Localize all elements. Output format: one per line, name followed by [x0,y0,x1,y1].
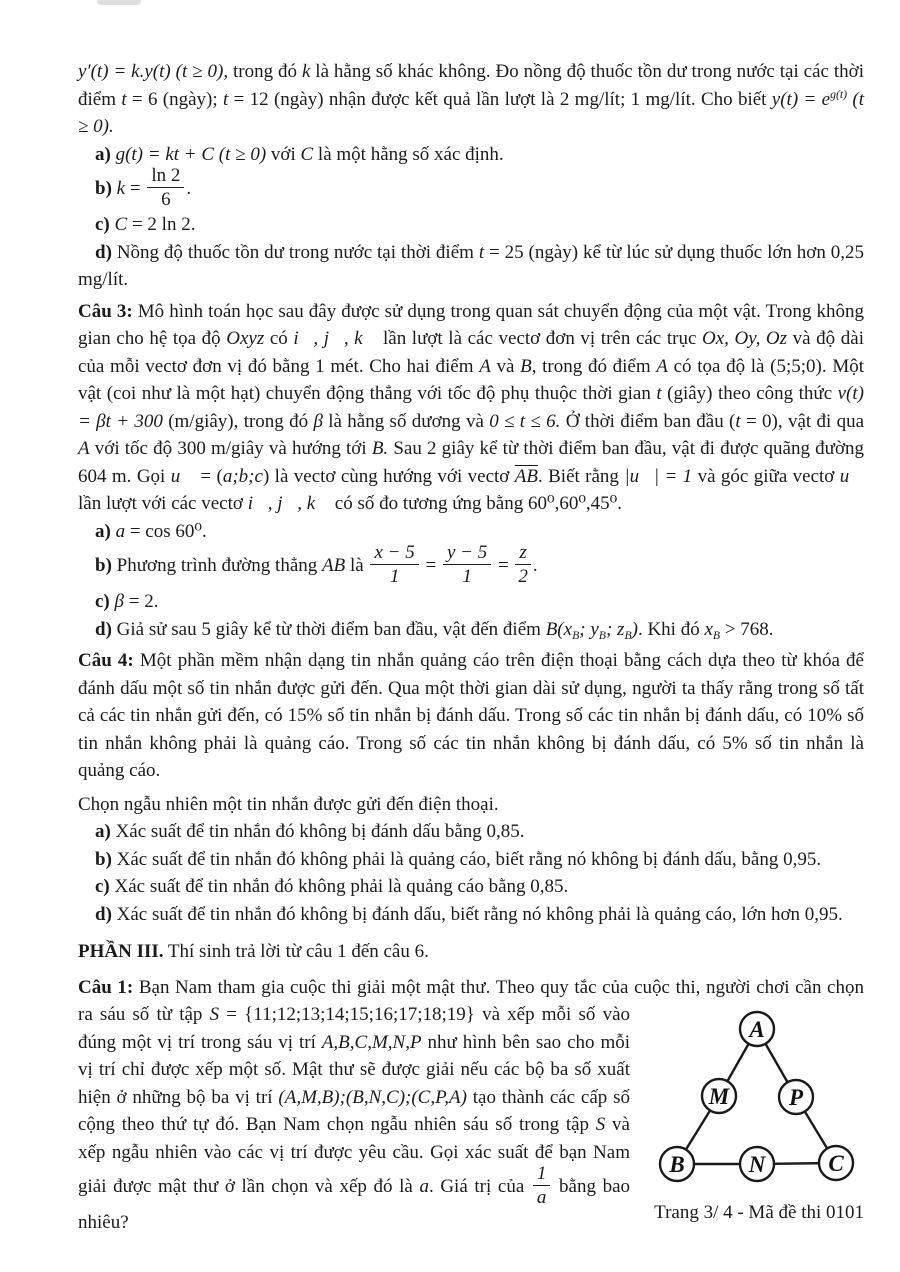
svg-text:A: A [749,1017,765,1042]
scan-artifact-mark [97,0,141,5]
cipher-positions-diagram [642,1003,864,1199]
exam-content [78,58,864,1237]
triangle-graph-icon [642,1003,864,1199]
svg-text:C: C [828,1151,844,1176]
q4-option-b: b) Xác suất để tin nhắn đó không phải là quảng cáo, biết rằng nó không bị đánh dấu, bằng 0,95. [95,848,822,870]
svg-text:N: N [748,1152,766,1177]
svg-text:M: M [708,1084,730,1109]
q4-choose-line: Chọn ngẫu nhiên một tin nhắn được gửi đến điện thoại. [78,793,499,815]
q4-option-d: d) Xác suất để tin nhắn đó không bị đánh dấu, biết rằng nó không phải là quảng cáo, lớn hơn 0,95. [95,903,843,925]
q4-paragraph: Câu 4: Một phần mềm nhận dạng tin nhắn quảng cáo trên điện thoại bằng cách dựa theo từ khóa để đánh dấu một số tin nhắn được gửi đến. Qua một thời gian dài sử dụng, người ta thấy rằng trong số tất cả các tin nhắn gửi đến, có 15% số tin nhắn bị đánh dấu. Trong số các tin nhắn bị đánh dấu, có 10% số tin nhắn không phải là quảng cáo. Trong số các tin nhắn không bị đánh dấu, có 5% số tin nhắn là quảng cáo. [78,650,864,781]
q2-option-c: c) C = 2 ln 2. [95,214,196,235]
q3-option-c: c) β = 2. [95,591,159,612]
q3-option-b: b) Phương trình đường thẳng AB là $\frac{x - 5}{1}$ = $\frac{y - 5}{1}$ = $\frac{z}{2}$ . [95,542,538,587]
q1-rest-paragraph: ra sáu số từ tập S = {11;12;13;14;15;16;17;18;19} và xếp mỗi số vào đúng một vị trí trong sáu vị trí A,B,C,M,N,P như hình bên sao cho mỗi vị trí chỉ được xếp một số. Mật thư sẽ được giải nếu các bộ ba số xuất hiện ở những bộ ba vị trí (A,M,B);(B,N,C);(C,P,A) tạo thành các cấp số cộng theo thứ tự đó. Bạn Nam chọn ngẫu nhiên sáu số trong tập S và xếp ngẫu nhiên vào các vị trí được yêu cầu. Gọi xác suất để bạn Nam giải được mật thư ở lần chọn và xếp đó là a. Giá trị của $\frac{1}{a}$ bằng bao nhiêu? [78,1004,631,1233]
svg-text:B: B [669,1152,685,1177]
q3-paragraph: Câu 3: Mô hình toán học sau đây được sử dụng trong quan sát chuyển động của một vật. Trong không gian cho hệ tọa độ Oxyz có i⃗, j⃗, k⃗ lần lượt là các vectơ đơn vị trên các trục Ox, Oy, Oz và độ dài của mỗi vectơ đơn vị đó bằng 1 mét. Cho hai điểm A và B, trong đó điểm A có tọa độ là (5;5;0). Một vật (coi như là một hạt) chuyển động thẳng với tốc độ phụ thuộc thời gian t (giây) theo công thức v(t) = βt + 300 (m/giây), trong đó β là hằng số dương và 0 ≤ t ≤ 6. Ở thời điểm ban đầu (t = 0), vật đi qua A với tốc độ 300 m/giây và hướng tới B. Sau 2 giây kể từ thời điểm ban đầu, vật đi được quãng đường 604 m. Gọi u⃗ = (a;b;c) là vectơ cùng hướng với vectơ $\overline{AB}$. Biết rằng |u⃗| = 1 và góc giữa vectơ u⃗ lần lượt với các vectơ i⃗, j⃗, k⃗ có số đo tương ứng bằng 60⁰,60⁰,45⁰. [78,300,865,514]
q2-option-a: a) g(t) = kt + C (t ≥ 0) với C là một hằng số xác định. [95,143,504,165]
q2-option-d: d) Nồng độ thuốc tồn dư trong nước tại thời điểm t = 25 (ngày) kể từ lúc sử dụng thuốc lớn hơn 0,25 mg/lít. [78,241,864,290]
part3-heading: PHẦN III. Thí sinh trả lời từ câu 1 đến câu 6. [78,941,429,962]
q3-option-a: a) a = cos 60⁰. [95,520,207,542]
page-footer: Trang 3/ 4 - Mã đề thi 0101 [654,1202,864,1223]
q3-option-d: d) Giả sử sau 5 giây kể từ thời điểm ban đầu, vật đến điểm $B(x_B$; $y_B$; $z_B$). Khi đó $x_B > 768$. [95,618,774,642]
q2-continued-paragraph: y′(t) = k.y(t) (t ≥ 0), trong đó k là hằng số khác không. Đo nồng độ thuốc tồn dư trong nước tại các thời điểm t = 6 (ngày); t = 12 (ngày) nhận được kết quả lần lượt là 2 mg/lít; 1 mg/lít. Cho biết $y(t) = e^{g(t)}$ (t ≥ 0). [78,61,865,137]
q1-first-line: Câu 1: Bạn Nam tham gia cuộc thi giải một mật thư. Theo quy tắc của cuộc thi, người chơi cần chọn [78,976,864,998]
q4-option-c: c) Xác suất để tin nhắn đó không phải là quảng cáo bằng 0,85. [95,876,569,897]
q2-option-b: b) k = $\frac{\ln 2}{6}$ . [95,165,192,210]
svg-text:P: P [788,1085,804,1110]
q4-option-a: a) Xác suất để tin nhắn đó không bị đánh dấu bằng 0,85. [95,821,525,842]
